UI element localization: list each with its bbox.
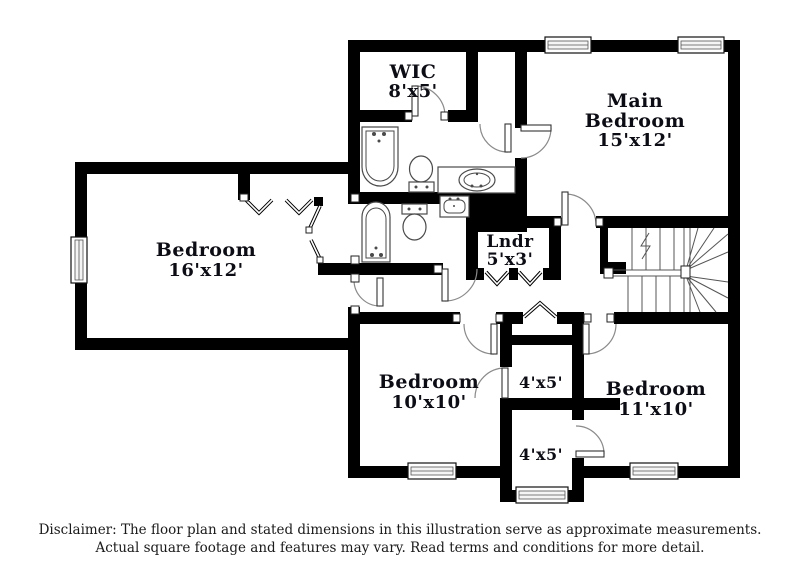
left-bedroom-label: Bedroom	[155, 239, 257, 261]
window-icon	[630, 463, 678, 479]
lower-closet-dims: 4'x5'	[518, 445, 564, 464]
window-icon	[516, 487, 568, 503]
main-bedroom-entry-door-icon	[521, 125, 551, 158]
bedroom-10-dims: 10'x10'	[391, 392, 467, 413]
main-bedroom-label-2: Bedroom	[584, 110, 686, 132]
disclaimer-line-1: Disclaimer: The floor plan and stated dimensions in this illustration serve as approximate measurements.	[38, 522, 762, 538]
main-bedroom-dims: 15'x12'	[597, 130, 673, 151]
wic-dims: 8'x5'	[388, 81, 438, 102]
laundry-dims: 5'x3'	[486, 250, 534, 270]
wic-label: WIC	[389, 61, 437, 83]
toilet-icon	[402, 204, 427, 240]
bedroom-10-door-icon	[464, 324, 497, 354]
disclaimer-line-2: Actual square footage and features may vary. Read terms and conditions for more detail.	[95, 540, 705, 556]
bedroom-11-door-icon	[583, 324, 616, 354]
sink-icon	[440, 196, 469, 217]
left-bedroom-dims: 16'x12'	[168, 260, 244, 281]
left-bedroom-closet-bifold-icon	[246, 200, 323, 263]
main-bedroom-door-icon	[562, 192, 596, 225]
toilet-icon	[409, 156, 434, 192]
bedroom-11-dims: 11'x10'	[618, 399, 694, 420]
bathroom-door-icon	[480, 124, 511, 152]
window-icon	[545, 37, 591, 53]
bathtub-icon	[362, 202, 390, 262]
disclaimer-text	[0, 521, 800, 557]
bathtub-icon	[362, 127, 398, 186]
window-icon	[71, 237, 87, 283]
bedroom-11-label: Bedroom	[605, 378, 707, 400]
staircase-icon	[604, 228, 728, 312]
bedroom-10-label: Bedroom	[378, 371, 480, 393]
laundry-label: Lndr	[486, 232, 534, 252]
upper-closet-dims: 4'x5'	[518, 373, 564, 392]
vanity-sink-icon	[438, 167, 515, 193]
window-icon	[408, 463, 456, 479]
upper-closet-door-icon	[475, 368, 508, 398]
window-icon	[678, 37, 724, 53]
lower-closet-door-icon	[576, 426, 604, 457]
hall-closet-bifold-icon	[524, 303, 556, 317]
main-bedroom-label-1: Main	[606, 90, 664, 112]
